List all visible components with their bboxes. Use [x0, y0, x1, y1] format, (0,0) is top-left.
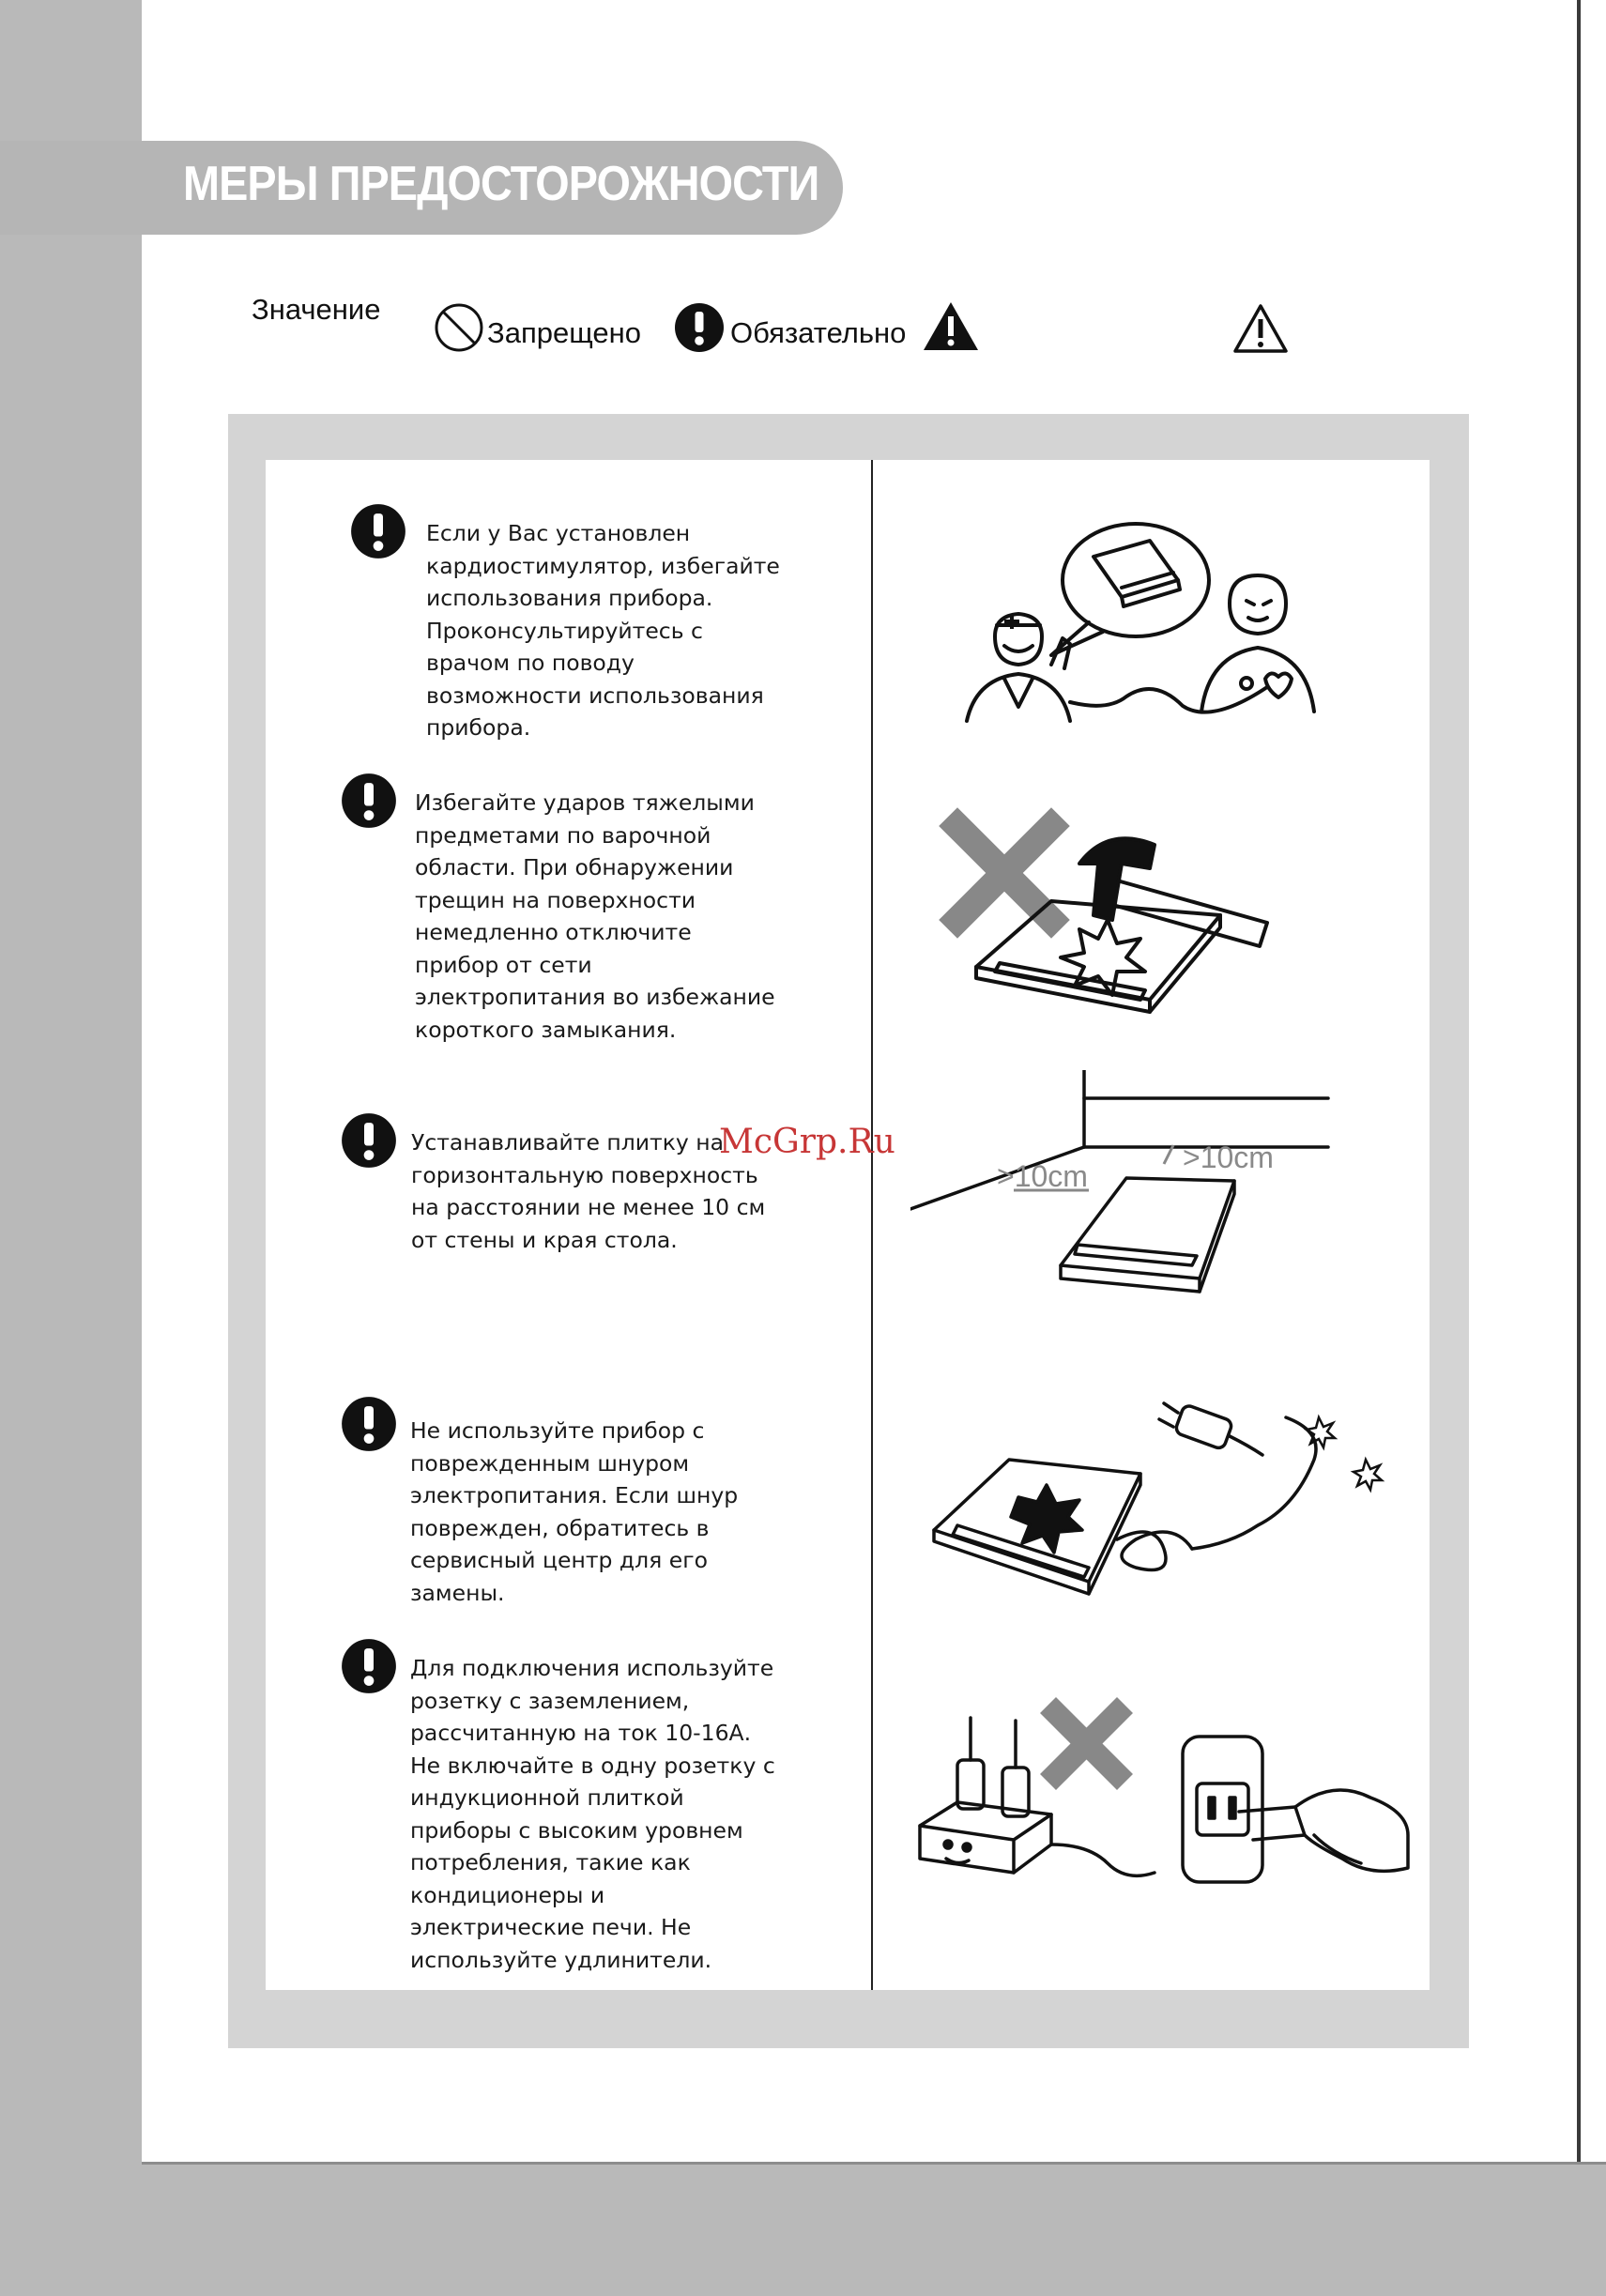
legend-mandatory: Обязательно [730, 316, 907, 349]
mandatory-icon [350, 503, 406, 559]
clearance-edge-label: >10cm [1183, 1140, 1274, 1174]
mandatory-icon [341, 1638, 397, 1694]
item-cord-text: Не используйте прибор с поврежденным шнуром электропитания. Если шнур поврежден, обратитесь в сервисный центр для его замены. [410, 1417, 739, 1606]
watermark: McGrp.Ru [719, 1123, 895, 1161]
warning-filled-icon [922, 300, 980, 353]
hammer-impact-illustration [939, 807, 1286, 1033]
mandatory-icon [341, 773, 397, 829]
outlet-illustration [910, 1694, 1417, 1896]
page-title: МЕРЫ ПРЕДОСТОРОЖНОСТИ [183, 157, 819, 211]
mandatory-icon [674, 302, 725, 353]
bottom-band [0, 2162, 1606, 2296]
item-outlet-text: Для подключения используйте розетку с заземлением, рассчитанную на ток 10-16А. Не включайте в одну розетку с индукционной плиткой приборы с высоким уровнем потребления, такие как кондиционеры и электрические печи. Не используйте удлинители. [410, 1655, 775, 1973]
item-pacemaker-text: Если у Вас установлен кардиостимулятор, избегайте использования прибора. Проконсультируйтесь с врачом по поводу возможности использования прибора. [426, 520, 780, 741]
prohibited-icon [434, 302, 484, 353]
clearance-illustration [910, 1070, 1333, 1295]
legend-prohibited: Запрещено [487, 316, 641, 349]
right-edge-line [1577, 0, 1581, 2296]
column-divider [871, 460, 873, 1990]
mandatory-icon [341, 1112, 397, 1169]
clearance-wall-label: >10cm [997, 1159, 1088, 1193]
damaged-cord-illustration [925, 1399, 1403, 1596]
item-placement-text: Устанавливайте плитку на горизонтальную поверхность на расстоянии не менее 10 см от стены и края стола. [411, 1129, 766, 1253]
pacemaker-illustration [948, 514, 1323, 740]
legend-label: Значение [252, 293, 381, 326]
bottom-band-edge [142, 2162, 1606, 2165]
left-margin-strip [0, 0, 142, 2296]
mandatory-icon [341, 1396, 397, 1452]
item-impact-text: Избегайте ударов тяжелыми предметами по варочной области. При обнаружении трещин на поверхности немедленно отключите прибор от сети электропитания во избежание короткого замыкания. [415, 789, 775, 1043]
warning-outline-icon [1231, 302, 1290, 355]
